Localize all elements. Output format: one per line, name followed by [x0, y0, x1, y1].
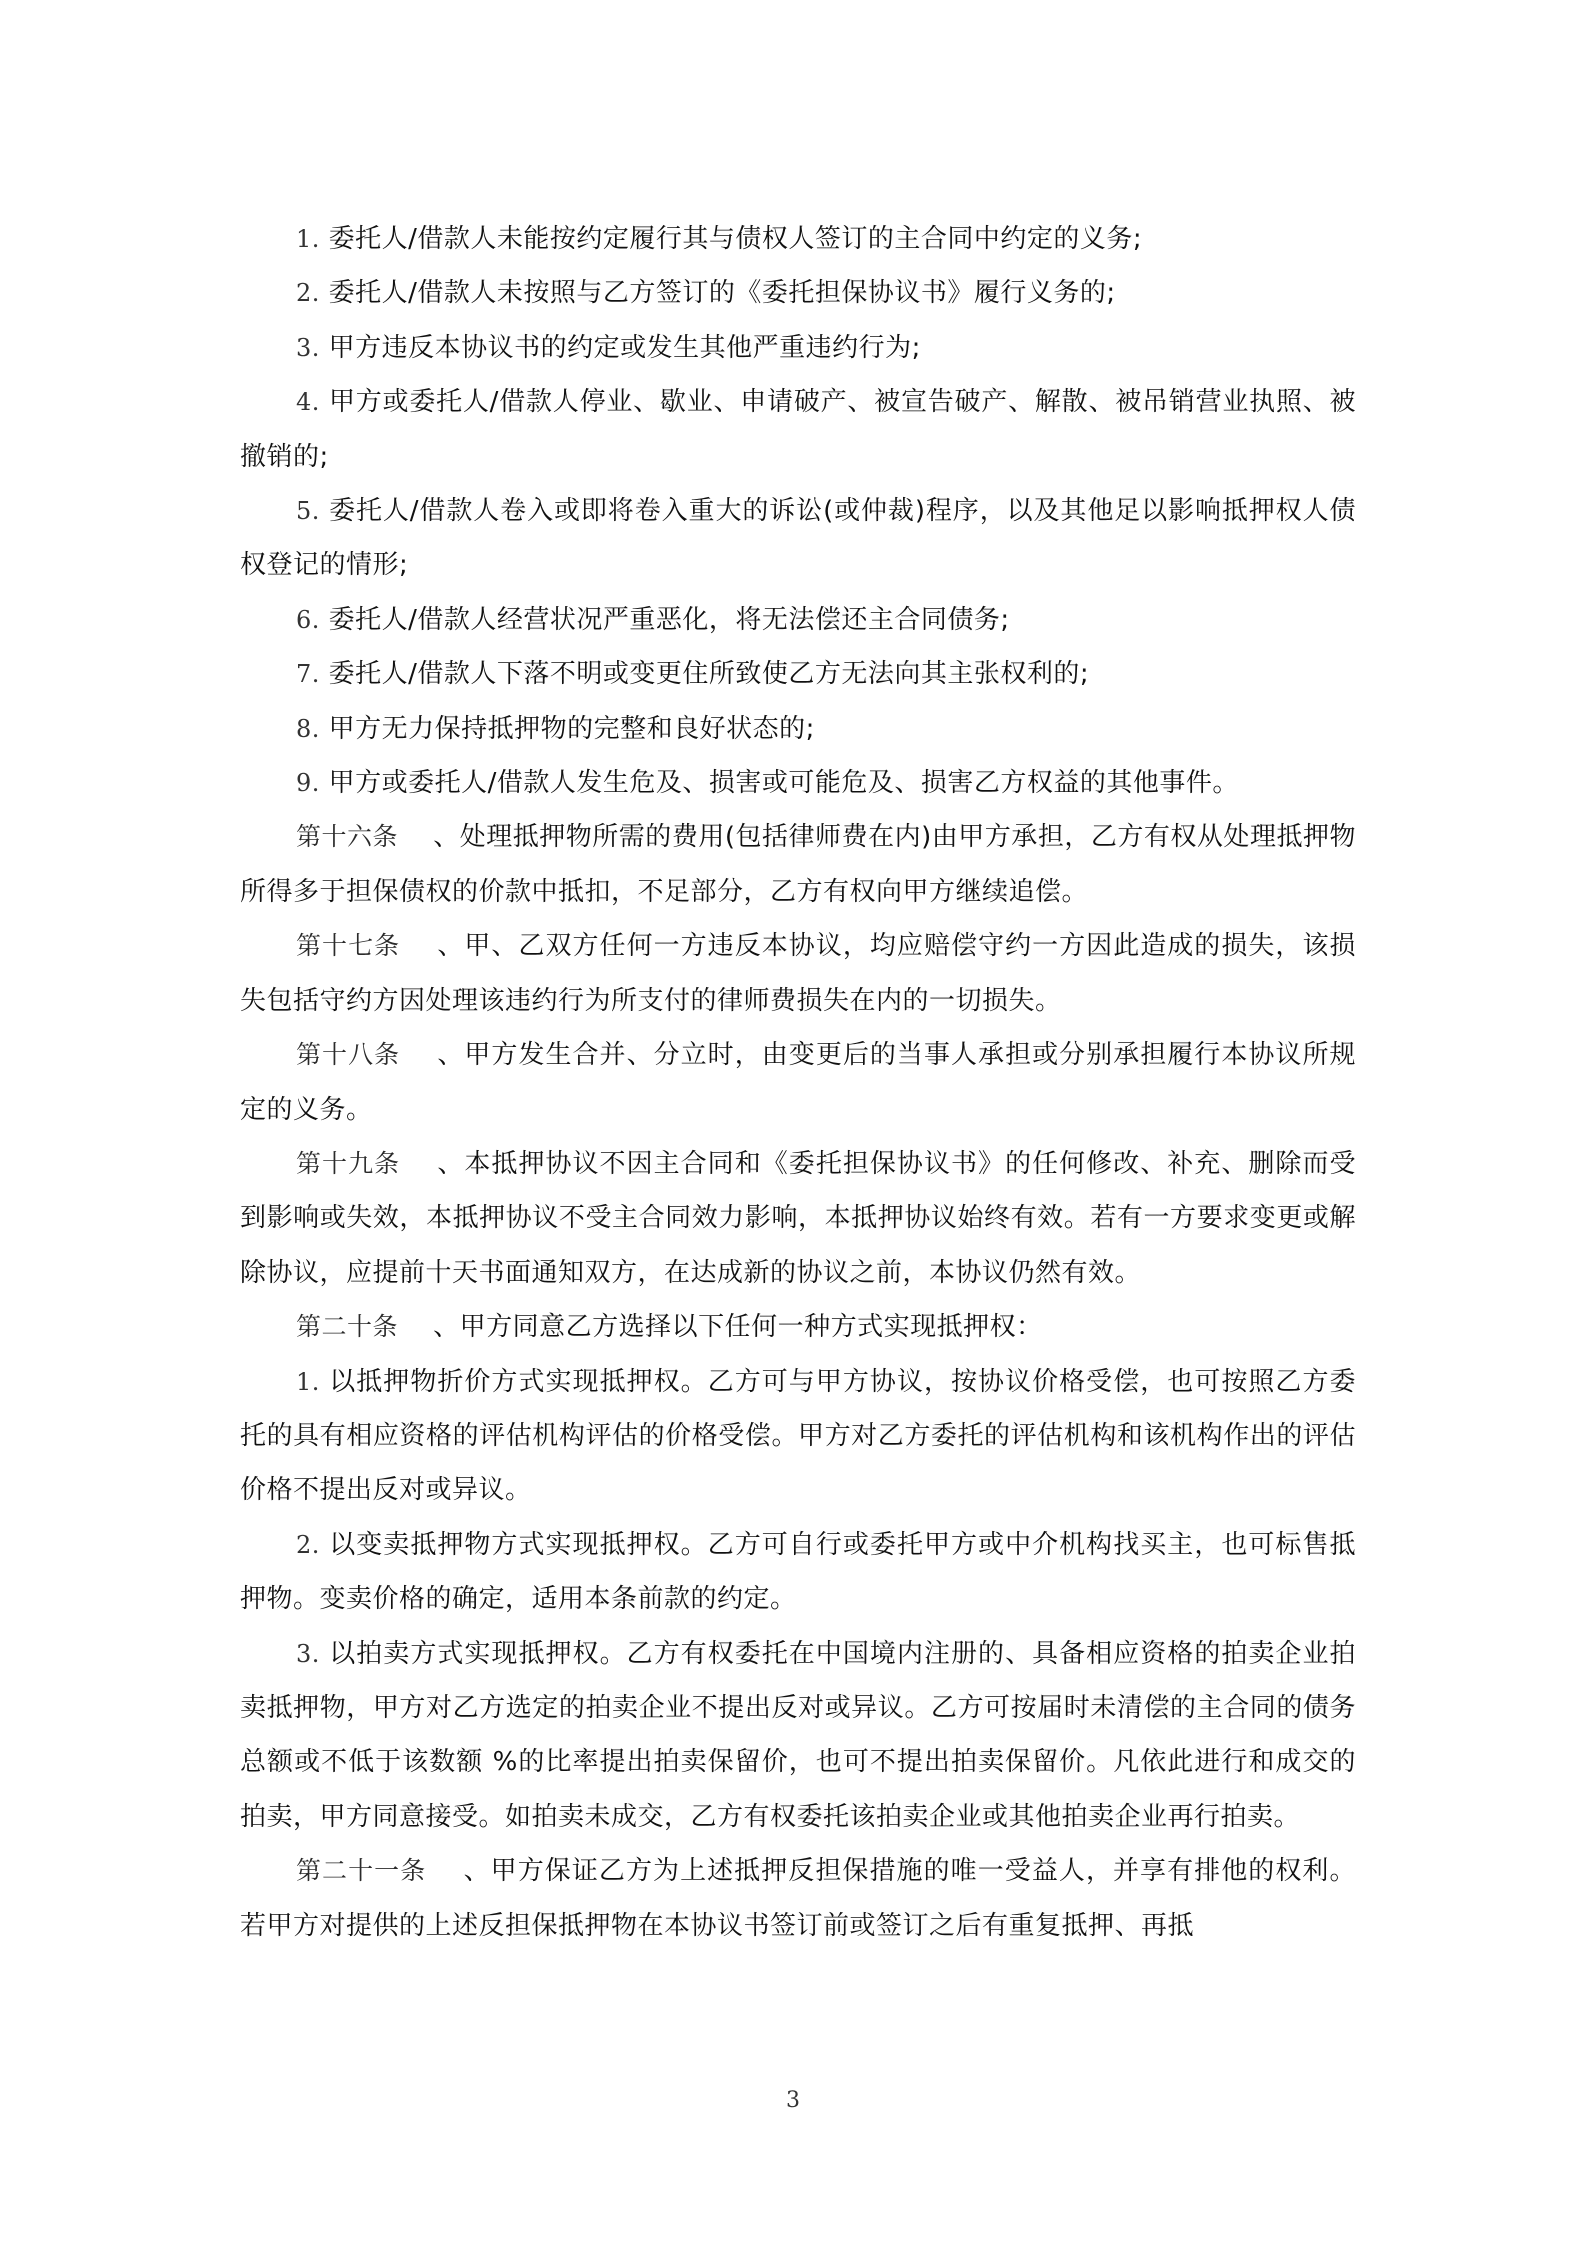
article-text: 、处理抵押物所需的费用(包括律师费在内)由甲方承担，乙方有权从处理抵押物所得多于担保债权的价款中抵扣，不足部分，乙方有权向甲方继续追偿。 — [240, 822, 1356, 907]
item-number: 9. — [296, 769, 320, 798]
article-heading: 第二十条 — [296, 1312, 399, 1342]
item-text: 委托人/借款人未能按约定履行其与债权人签订的主合同中约定的义务; — [328, 224, 1143, 254]
clause-item-8 — [240, 702, 1356, 756]
item-text: 甲方违反本协议书的约定或发生其他严重违约行为; — [328, 332, 921, 363]
article-heading: 第十八条 — [296, 1040, 401, 1070]
clause-item-3 — [240, 321, 1356, 375]
item-text: 甲方无力保持抵押物的完整和良好状态的; — [328, 713, 815, 744]
article-20 — [240, 1300, 1356, 1354]
method-item-3 — [240, 1627, 1356, 1845]
item-text: 甲方或委托人/借款人发生危及、损害或可能危及、损害乙方权益的其他事件。 — [328, 768, 1239, 799]
clause-item-7 — [240, 647, 1356, 701]
article-18 — [240, 1028, 1356, 1137]
article-text: 、本抵押协议不因主合同和《委托担保协议书》的任何修改、补充、删除而受到影响或失效，本抵押协议不受主合同效力影响，本抵押协议始终有效。若有一方要求变更或解除协议，应提前十天书面通知双方，在达成新的协议之前，本协议仍然有效。 — [240, 1148, 1356, 1288]
clause-item-4 — [240, 375, 1356, 484]
item-number: 3. — [296, 333, 320, 362]
item-text: 委托人/借款人卷入或即将卷入重大的诉讼(或仲裁)程序，以及其他足以影响抵押权人债权登记的情形; — [240, 496, 1356, 581]
article-text: 、甲方发生合并、分立时，由变更后的当事人承担或分别承担履行本协议所规定的义务。 — [240, 1040, 1356, 1125]
document-body — [240, 212, 1356, 1953]
item-text: 委托人/借款人经营状况严重恶化，将无法偿还主合同债务; — [328, 604, 1010, 635]
article-16 — [240, 810, 1356, 919]
method-item-1 — [240, 1355, 1356, 1518]
item-number: 7. — [296, 660, 320, 689]
method-item-2 — [240, 1518, 1356, 1627]
clause-item-5 — [240, 484, 1356, 593]
clause-item-2 — [240, 266, 1356, 320]
item-text: 以变卖抵押物方式实现抵押权。乙方可自行或委托甲方或中介机构找买主，也可标售抵押物。变卖价格的确定，适用本条前款的约定。 — [240, 1529, 1356, 1615]
article-21 — [240, 1844, 1356, 1953]
item-number: 8. — [296, 714, 320, 743]
article-text: 、甲、乙双方任何一方违反本协议，均应赔偿守约一方因此造成的损失，该损失包括守约方因处理该违约行为所支付的律师费损失在内的一切损失。 — [240, 931, 1356, 1016]
article-text: 、甲方保证乙方为上述抵押反担保措施的唯一受益人，并享有排他的权利。若甲方对提供的上述反担保抵押物在本协议书签订前或签订之后有重复抵押、再抵 — [240, 1856, 1356, 1941]
item-text: 委托人/借款人下落不明或变更住所致使乙方无法向其主张权利的; — [328, 659, 1090, 690]
item-number: 4. — [296, 388, 320, 417]
item-text: 以拍卖方式实现抵押权。乙方有权委托在中国境内注册的、具备相应资格的拍卖企业拍卖抵押物，甲方对乙方选定的拍卖企业不提出反对或异议。乙方可按届时未清偿的主合同的债务总额或不低于该数额 %的比率提出拍卖保留价，也可不提出拍卖保留价。凡依此进行和成交的拍卖，甲方同意接受。如拍卖未成交，乙方有权委托该拍卖企业或其他拍卖企业再行拍卖。 — [240, 1638, 1356, 1832]
article-heading: 第十九条 — [296, 1148, 401, 1178]
page-number: 3 — [786, 2088, 800, 2113]
item-text: 以抵押物折价方式实现抵押权。乙方可与甲方协议，按协议价格受偿，也可按照乙方委托的具有相应资格的评估机构评估的价格受偿。甲方对乙方委托的评估机构和该机构作出的评估价格不提出反对或异议。 — [240, 1366, 1356, 1506]
clause-item-6 — [240, 593, 1356, 647]
article-heading: 第十六条 — [296, 822, 399, 852]
article-text: 、甲方同意乙方选择以下任何一种方式实现抵押权： — [433, 1312, 1043, 1343]
article-17 — [240, 919, 1356, 1028]
item-text: 委托人/借款人未按照与乙方签订的《委托担保协议书》履行义务的; — [328, 278, 1116, 309]
item-number: 5. — [296, 497, 320, 526]
article-heading: 第二十一条 — [296, 1856, 427, 1886]
item-number: 3. — [296, 1639, 320, 1668]
item-number: 6. — [296, 605, 320, 634]
clause-item-1 — [240, 212, 1356, 266]
clause-item-9 — [240, 756, 1356, 810]
article-19 — [240, 1137, 1356, 1300]
item-number: 2. — [296, 279, 320, 308]
article-heading: 第十七条 — [296, 931, 401, 961]
item-number: 1. — [296, 225, 320, 253]
item-number: 1. — [296, 1367, 320, 1396]
item-text: 甲方或委托人/借款人停业、歇业、申请破产、被宣告破产、解散、被吊销营业执照、被撤销的; — [240, 387, 1357, 472]
item-number: 2. — [296, 1530, 320, 1559]
